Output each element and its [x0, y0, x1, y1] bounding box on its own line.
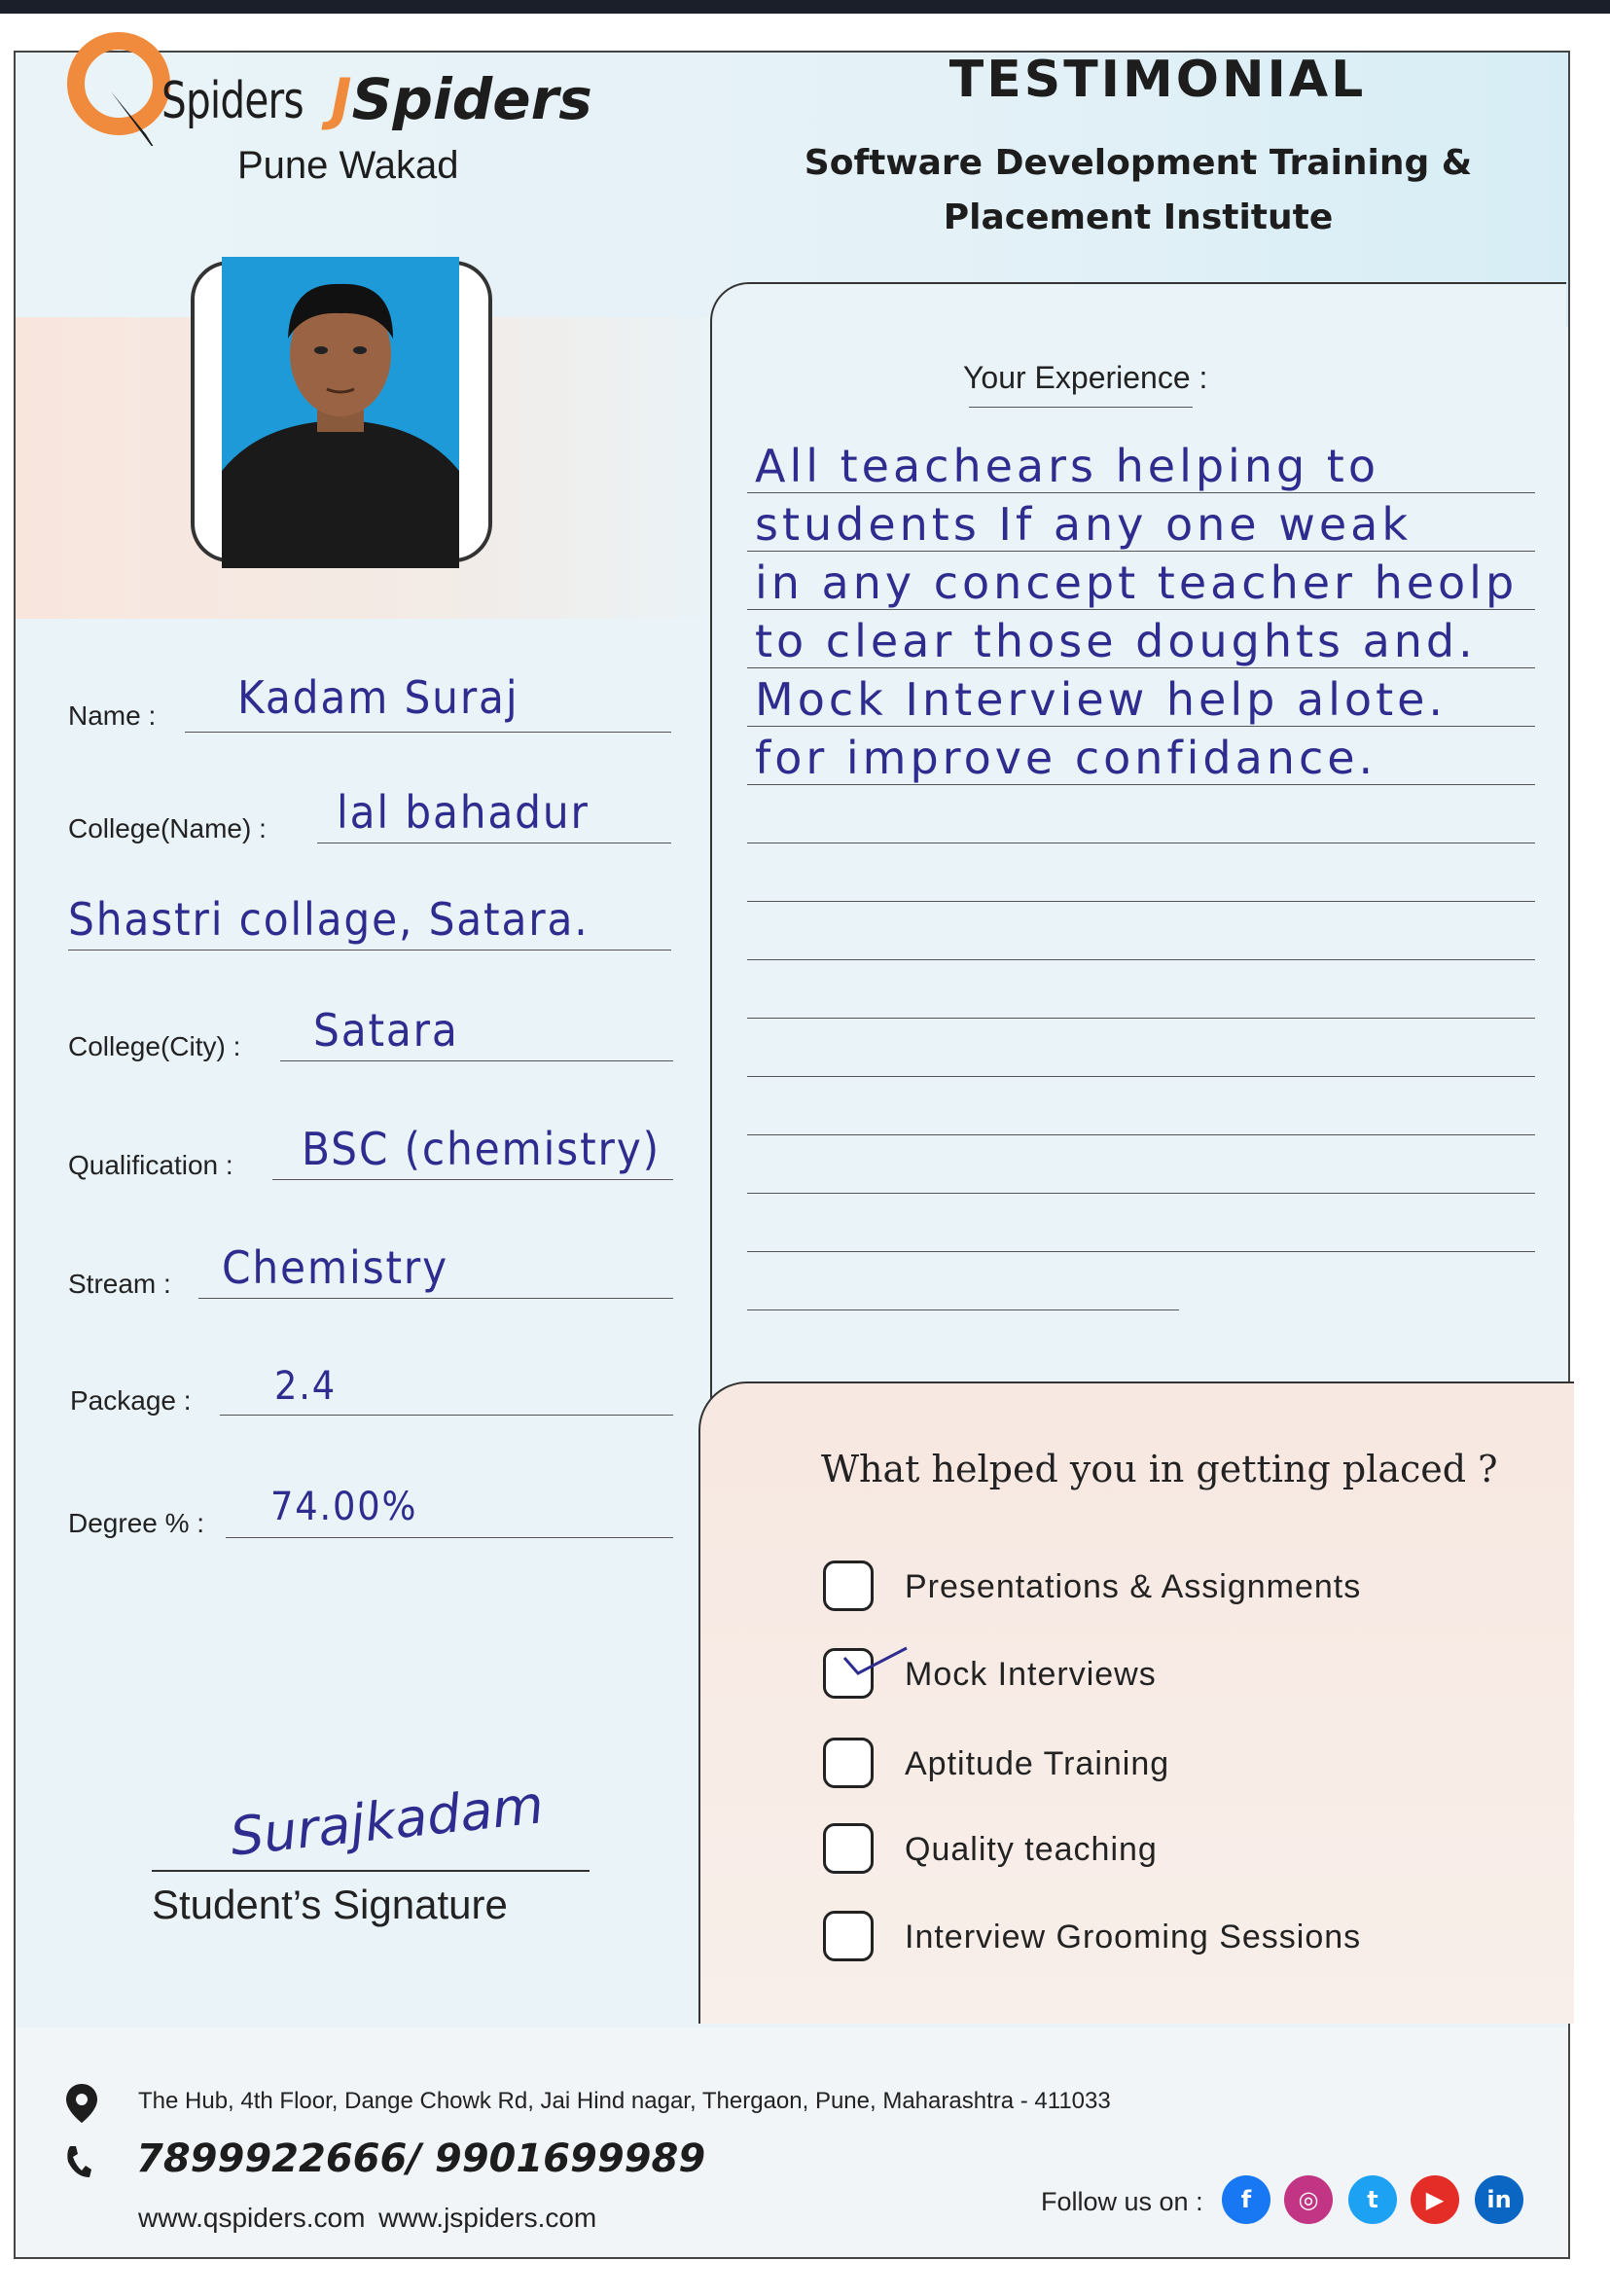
stream-line	[198, 1298, 673, 1299]
checkbox-aptitude[interactable]	[823, 1738, 874, 1788]
college-name-label: College(Name) :	[68, 813, 267, 843]
experience-rule	[747, 492, 1535, 493]
experience-rule	[747, 609, 1535, 610]
jspiders-logo-j: J	[331, 66, 352, 132]
signature-handwriting[interactable]: Surajkadam	[227, 1774, 547, 1868]
qualification-line	[272, 1179, 673, 1180]
package-value[interactable]: 2.4	[274, 1364, 338, 1409]
linkedin-icon[interactable]: in	[1475, 2175, 1523, 2224]
phone-icon	[64, 2144, 93, 2179]
instagram-icon[interactable]: ◎	[1284, 2175, 1333, 2224]
name-line	[185, 732, 671, 733]
experience-line-2[interactable]: students If any one weak	[755, 498, 1412, 551]
experience-rule	[747, 1076, 1535, 1077]
experience-line-6[interactable]: for improve confidance.	[755, 732, 1377, 784]
student-photo	[222, 257, 459, 568]
degree-line	[226, 1537, 673, 1538]
option-label-mock-interviews: Mock Interviews	[905, 1656, 1157, 1693]
college-name-value-2[interactable]: Shastri collage, Satara.	[68, 893, 590, 946]
college-city-value[interactable]: Satara	[313, 1004, 459, 1057]
subtitle-line-2: Placement Institute	[943, 197, 1334, 237]
option-label-quality-teaching: Quality teaching	[905, 1831, 1158, 1868]
page-title: TESTIMONIAL	[948, 51, 1367, 109]
experience-title: Your Experience :	[963, 360, 1208, 395]
phone-numbers[interactable]: 7899922666/ 9901699989	[136, 2136, 706, 2181]
experience-rule	[747, 959, 1535, 960]
option-label-aptitude: Aptitude Training	[905, 1745, 1170, 1782]
address: The Hub, 4th Floor, Dange Chowk Rd, Jai Hind nagar, Thergaon, Pune, Maharashtra - 411033	[138, 2088, 1111, 2114]
qualification-value[interactable]: BSC (chemistry)	[302, 1123, 661, 1175]
checkbox-quality-teaching[interactable]	[823, 1823, 874, 1874]
signature-line	[152, 1870, 590, 1872]
experience-rule	[747, 1251, 1535, 1252]
package-label: Package :	[70, 1385, 192, 1416]
subtitle-line-1: Software Development Training &	[804, 143, 1473, 183]
top-border	[0, 0, 1610, 14]
location-pin-icon	[64, 2082, 99, 2125]
page-subtitle	[769, 136, 1508, 245]
experience-rule	[747, 667, 1535, 668]
facebook-icon[interactable]: f	[1222, 2175, 1270, 2224]
stream-value[interactable]: Chemistry	[222, 1241, 449, 1294]
package-line	[220, 1415, 673, 1416]
experience-line-3[interactable]: in any concept teacher heolp	[755, 556, 1519, 609]
jspiders-logo-text: Spiders	[351, 66, 592, 132]
branch-name: Pune Wakad	[237, 144, 459, 187]
checkmark-icon	[842, 1644, 911, 1683]
name-value[interactable]: Kadam Suraj	[237, 671, 519, 724]
experience-rule	[747, 901, 1535, 902]
experience-line-1[interactable]: All teachears helping to	[755, 440, 1379, 492]
student-portrait-icon	[222, 257, 459, 568]
qualification-label: Qualification :	[68, 1150, 233, 1180]
college-name-line-2	[68, 950, 671, 951]
experience-rule	[747, 551, 1535, 552]
checkbox-presentations[interactable]	[823, 1561, 874, 1611]
twitter-icon[interactable]: t	[1348, 2175, 1397, 2224]
checkbox-grooming[interactable]	[823, 1911, 874, 1961]
websites[interactable]: www.qspiders.com www.jspiders.com	[138, 2203, 597, 2233]
experience-line-5[interactable]: Mock Interview help alote.	[755, 673, 1448, 726]
experience-rule	[747, 1193, 1535, 1194]
experience-rule	[747, 726, 1535, 727]
follow-label: Follow us on :	[1041, 2187, 1203, 2216]
qspiders-logo-text: Spiders	[161, 72, 304, 130]
degree-label: Degree % :	[68, 1508, 205, 1538]
option-label-grooming: Interview Grooming Sessions	[905, 1919, 1362, 1955]
degree-value[interactable]: 74.00%	[270, 1485, 418, 1529]
helped-question: What helped you in getting placed ?	[821, 1448, 1498, 1490]
signature-label: Student’s Signature	[152, 1882, 508, 1927]
option-label-presentations: Presentations & Assignments	[905, 1568, 1362, 1605]
jspiders-logo	[331, 66, 592, 132]
youtube-icon[interactable]: ▶	[1411, 2175, 1459, 2224]
experience-rule	[747, 1134, 1535, 1135]
experience-title-underline	[969, 407, 1193, 408]
college-name-value[interactable]: lal bahadur	[337, 786, 590, 839]
experience-rule	[747, 1018, 1535, 1019]
experience-line-4[interactable]: to clear those doughts and.	[755, 615, 1477, 667]
experience-rule-short	[747, 1309, 1179, 1310]
stream-label: Stream :	[68, 1269, 171, 1299]
college-city-label: College(City) :	[68, 1031, 241, 1061]
experience-rule	[747, 784, 1535, 785]
college-city-line	[280, 1060, 673, 1061]
name-label: Name :	[68, 700, 157, 731]
